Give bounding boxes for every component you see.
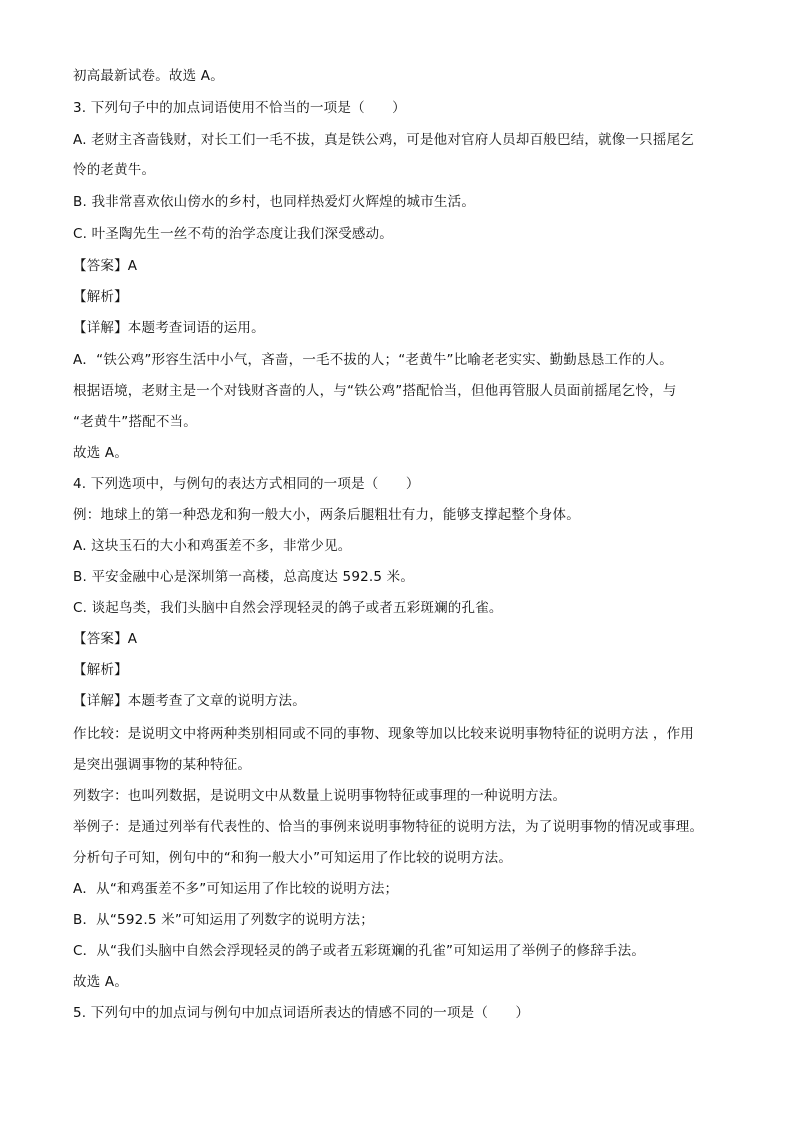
question-3-conclusion: 故选 A。 bbox=[73, 445, 129, 461]
question-3-option-a-cont: 怜的老黄牛。 bbox=[73, 162, 156, 178]
question-4-method-compare-cont: 是突出强调事物的某种特征。 bbox=[73, 757, 252, 773]
question-4-conclusion: 故选 A。 bbox=[73, 974, 129, 990]
question-4-option-a: A. 这块玉石的大小和鸡蛋差不多，非常少见。 bbox=[73, 538, 352, 554]
question-4-detail: 【详解】本题考查了文章的说明方法。 bbox=[73, 693, 306, 709]
question-4-answer: 【答案】A bbox=[73, 631, 138, 647]
question-4-option-c: C. 谈起鸟类，我们头脑中自然会浮现轻灵的鸽子或者五彩斑斓的孔雀。 bbox=[73, 600, 503, 616]
question-4-option-b: B. 平安金融中心是深圳第一高楼，总高度达 592.5 米。 bbox=[73, 569, 415, 585]
question-4-analysis-heading: 【解析】 bbox=[73, 662, 128, 678]
question-4-method-compare: 作比较：是说明文中将两种类别相同或不同的事物、现象等加以比较来说明事物特征的说明方法 ，作用 bbox=[73, 726, 694, 742]
question-4-example: 例：地球上的第一种恐龙和狗一般大小，两条后腿粗壮有力，能够支撑起整个身体。 bbox=[73, 507, 580, 523]
question-3-explain-3: “老黄牛”搭配不当。 bbox=[73, 414, 197, 430]
question-4-method-numbers: 列数字：也叫列数据，是说明文中从数量上说明事物特征或事理的一种说明方法。 bbox=[73, 788, 567, 804]
question-3-explain-1: A．“铁公鸡”形容生活中小气，吝啬，一毛不拔的人；“老黄牛”比喻老老实实、勤勤恳恳工作的人。 bbox=[73, 352, 673, 368]
question-3-answer: 【答案】A bbox=[73, 258, 138, 274]
question-3-detail: 【详解】本题考查词语的运用。 bbox=[73, 320, 265, 336]
question-3-option-a: A. 老财主吝啬钱财，对长工们一毛不拔，真是铁公鸡，可是他对官府人员却百般巴结，就像一只摇尾乞 bbox=[73, 132, 694, 148]
text-line-conclusion: 初高最新试卷。故选 A。 bbox=[73, 68, 224, 84]
question-5-stem: 5. 下列句中的加点词与例句中加点词语所表达的情感不同的一项是（ ） bbox=[73, 1005, 530, 1021]
question-4-analysis-1: 分析句子可知，例句中的“和狗一般大小”可知运用了作比较的说明方法。 bbox=[73, 850, 513, 866]
question-4-analysis-c: C．从“我们头脑中自然会浮现轻灵的鸽子或者五彩斑斓的孔雀”可知运用了举例子的修辞手法。 bbox=[73, 943, 646, 959]
question-3-option-c: C. 叶圣陶先生一丝不苟的治学态度让我们深受感动。 bbox=[73, 226, 394, 242]
question-4-method-examples: 举例子：是通过列举有代表性的、恰当的事例来说明事物特征的说明方法，为了说明事物的情况或事理。 bbox=[73, 819, 704, 835]
question-3-explain-2: 根据语境，老财主是一个对钱财吝啬的人，与“铁公鸡”搭配恰当，但他再管服人员面前摇尾乞怜，与 bbox=[73, 383, 677, 399]
question-4-analysis-a: A．从“和鸡蛋差不多”可知运用了作比较的说明方法； bbox=[73, 881, 399, 897]
question-3-analysis-heading: 【解析】 bbox=[73, 289, 128, 305]
question-3-stem: 3. 下列句子中的加点词语使用不恰当的一项是（ ） bbox=[73, 100, 406, 116]
question-4-stem: 4. 下列选项中，与例句的表达方式相同的一项是（ ） bbox=[73, 476, 420, 492]
question-4-analysis-b: B．从“592.5 米”可知运用了列数字的说明方法； bbox=[73, 912, 374, 928]
question-3-option-b: B. 我非常喜欢依山傍水的乡村，也同样热爱灯火辉煌的城市生活。 bbox=[73, 194, 476, 210]
